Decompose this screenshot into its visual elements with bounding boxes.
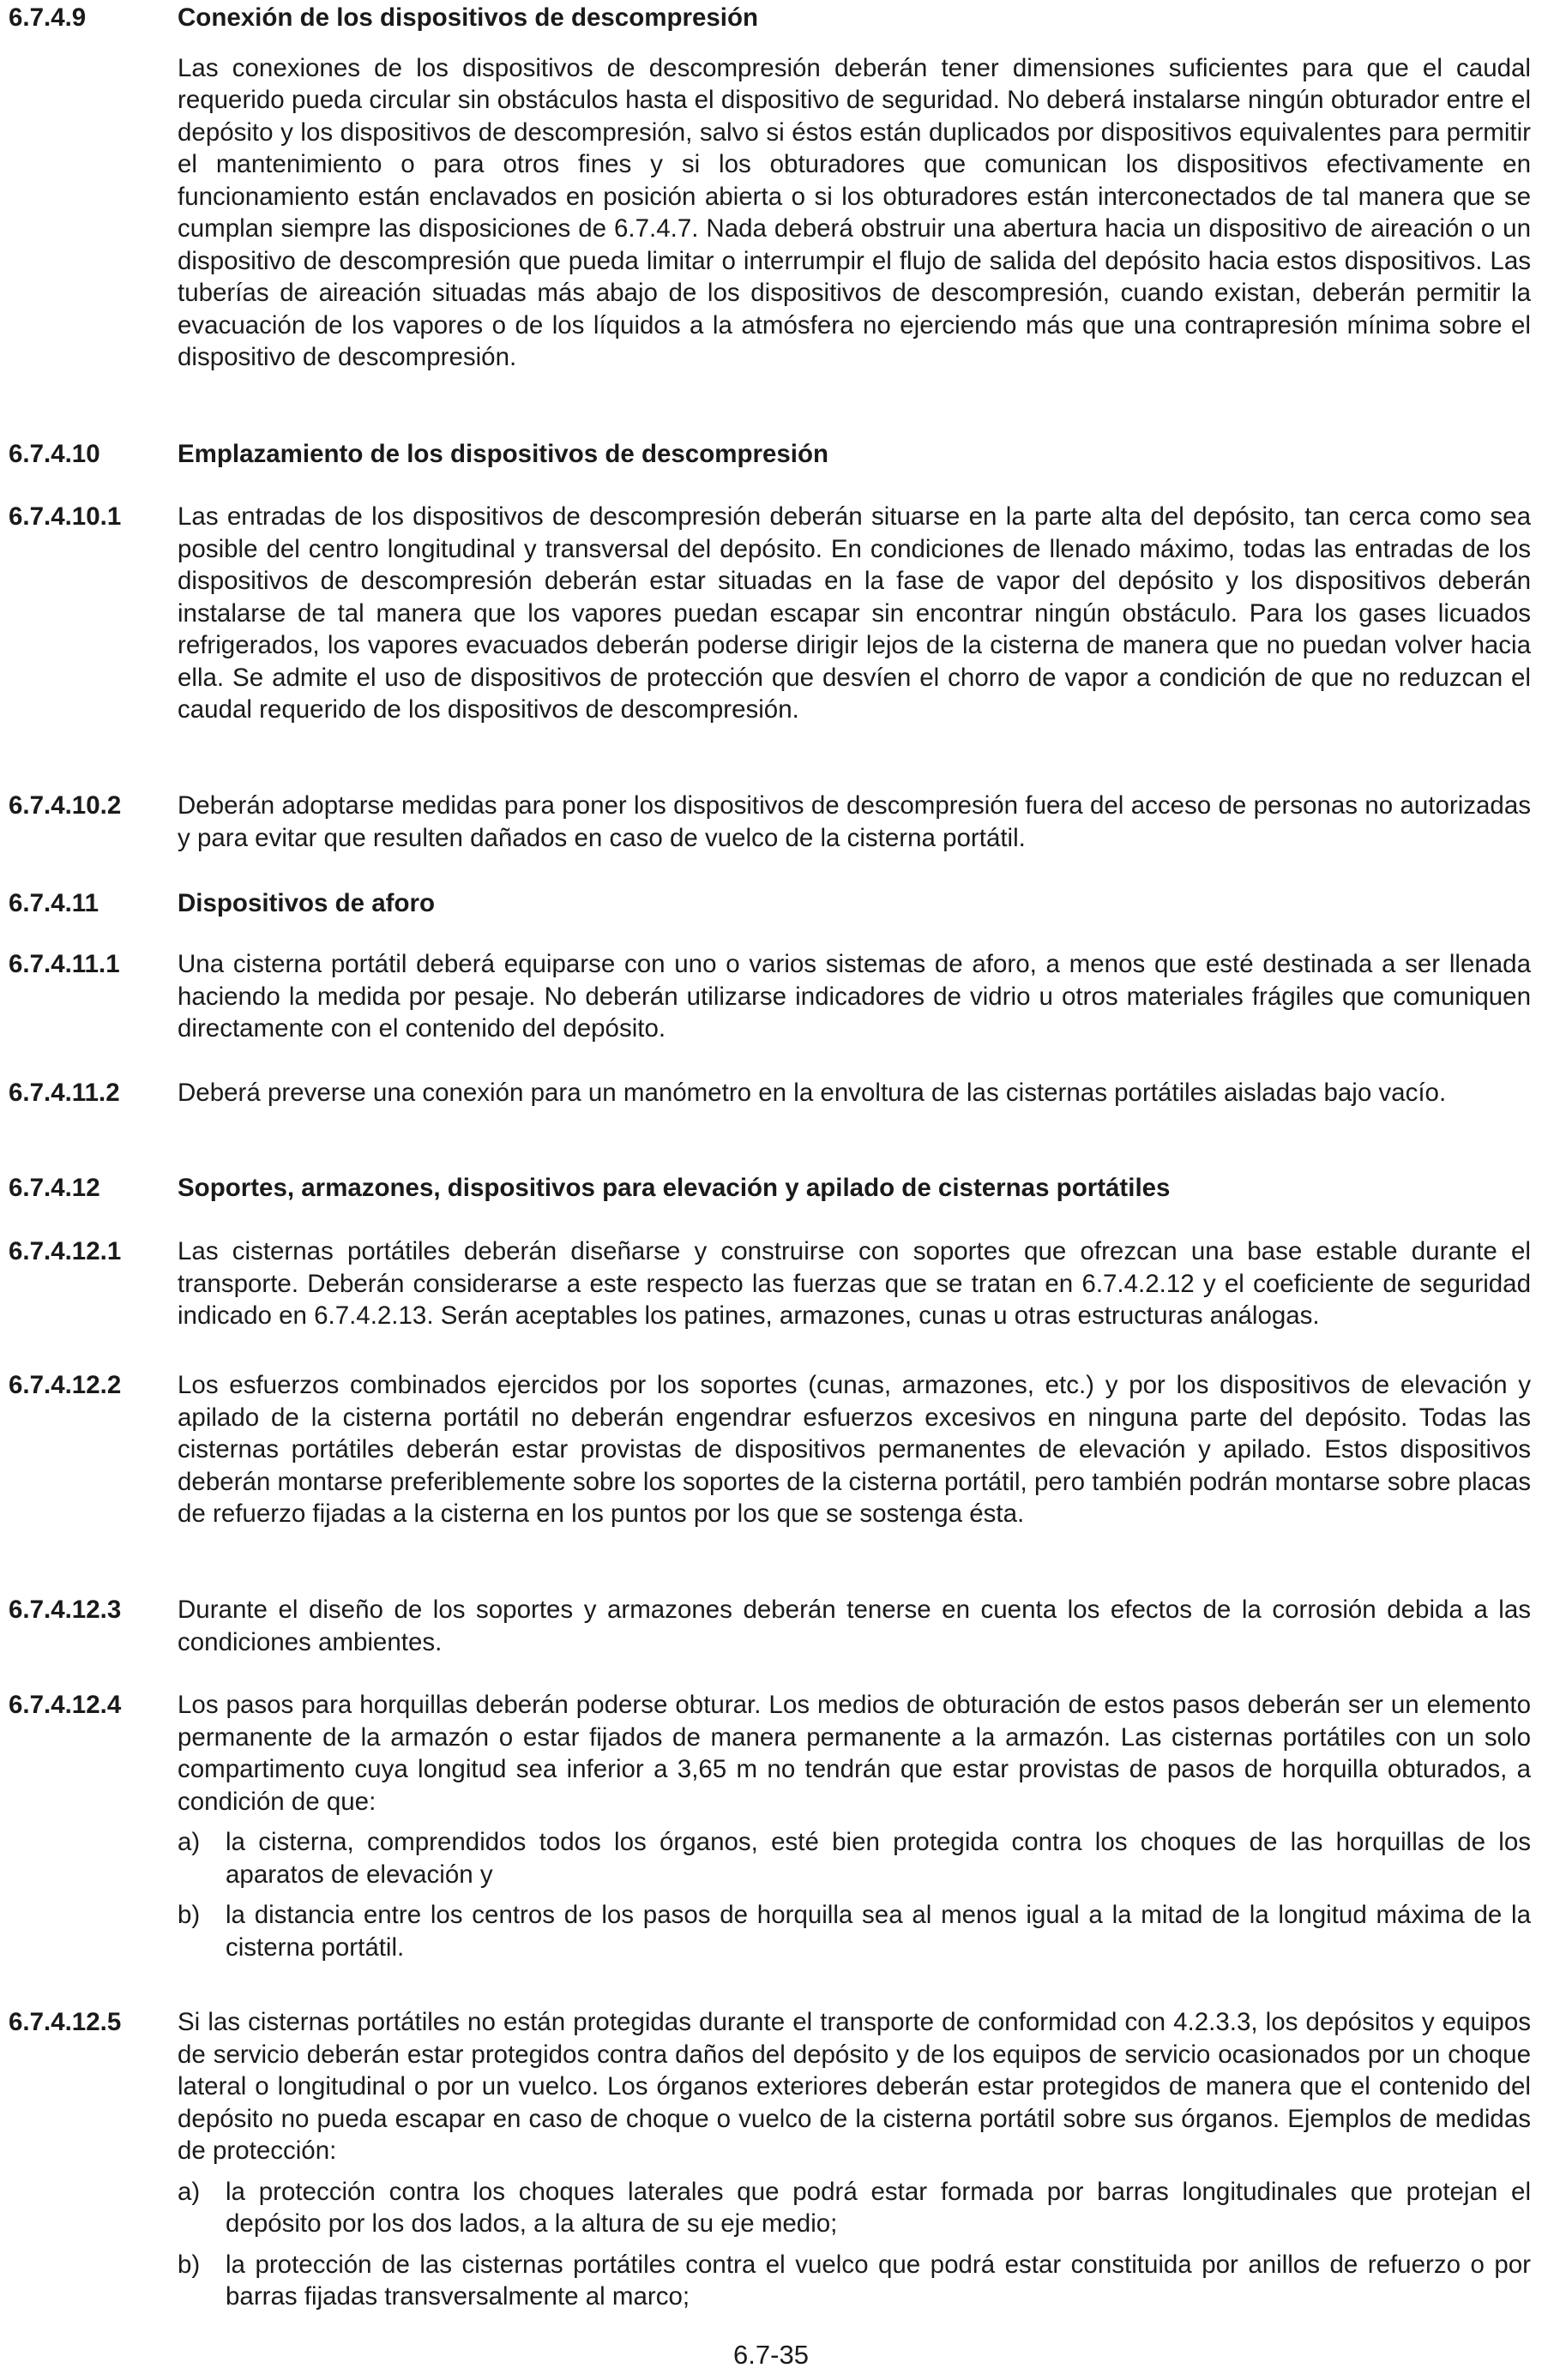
section-6-7-4-10 [9, 438, 1531, 471]
section-6-7-4-10-2 [9, 790, 1531, 854]
section-title: Dispositivos de aforo [178, 889, 435, 917]
section-paragraph: Los esfuerzos combinados ejercidos por los soportes (cunas, armazones, etc.) y por los dispositivos de elevación y apilado de la cisterna portátil no deberán engendrar esfuerzos excesivos en ninguna parte del depósito. Todas las cisternas portátiles deberán estar provistas de dispositivos permanentes de elevación y apilado. Estos dispositivos deberán montarse preferiblemente sobre los soportes de la cisterna portátil, pero también podrán montarse sobre placas de refuerzo fijadas a la cisterna en los puntos por los que se sostenga ésta. [178, 1371, 1531, 1528]
section-number: 6.7.4.12.4 [9, 1691, 122, 1719]
item-label: b) [178, 2250, 201, 2279]
section-paragraph: Deberán adoptarse medidas para poner los dispositivos de descompresión fuera del acceso de personas no autorizadas y para evitar que resulten dañados en caso de vuelco de la cisterna portátil. [178, 791, 1531, 852]
item-label: b) [178, 1901, 201, 1929]
section-number: 6.7.4.9 [9, 3, 87, 32]
section-6-7-4-12-5 [9, 2006, 1531, 2322]
item-label: a) [178, 1828, 201, 1856]
list-item [178, 2249, 1531, 2313]
list-item [178, 2176, 1531, 2240]
section-number: 6.7.4.10.1 [9, 502, 122, 531]
section-paragraph: Durante el diseño de los soportes y armazones deberán tenerse en cuenta los efectos de la corrosión debida a las condiciones ambientes. [178, 1596, 1531, 1656]
list-item [178, 1899, 1531, 1963]
item-text: la protección de las cisternas portátiles contra el vuelco que podrá estar constituida por anillos de refuerzo o por barras fijadas transversalmente al marco; [226, 2250, 1531, 2311]
section-paragraph: Las cisternas portátiles deberán diseñarse y construirse con soportes que ofrezcan una base estable durante el transporte. Deberán considerarse a este respecto las fuerzas que se tratan en 6.7.4.2.12 y el coeficiente de seguridad indicado en 6.7.4.2.13. Serán aceptables los patines, armazones, cunas u otras estructuras análogas. [178, 1237, 1531, 1330]
item-label: a) [178, 2177, 201, 2206]
section-title: Emplazamiento de los dispositivos de descompresión [178, 440, 828, 468]
section-6-7-4-12-4 [9, 1689, 1531, 1972]
section-6-7-4-12-1 [9, 1235, 1531, 1332]
section-paragraph: Los pasos para horquillas deberán poderse obturar. Los medios de obturación de estos pasos deberán ser un elemento permanente de la armazón o estar fijados de manera permanente a la armazón. Las cisternas portátiles con un solo compartimento cuya longitud sea inferior a 3,65 m no tendrán que estar provistas de pasos de horquilla obturados, a condición de que: [178, 1691, 1531, 1816]
section-6-7-4-12 [9, 1172, 1531, 1205]
section-6-7-4-11 [9, 887, 1531, 920]
section-number: 6.7.4.10.2 [9, 791, 122, 820]
item-list [178, 2176, 1531, 2313]
item-text: la distancia entre los centros de los pasos de horquilla sea al menos igual a la mitad de la longitud máxima de la cisterna portátil. [226, 1901, 1531, 1962]
section-number: 6.7.4.10 [9, 440, 100, 468]
section-paragraph: Una cisterna portátil deberá equiparse con uno o varios sistemas de aforo, a menos que esté destinada a ser llenada haciendo la medida por pesaje. No deberán utilizarse indicadores de vidrio u otros materiales frágiles que comuniquen directamente con el contenido del depósito. [178, 950, 1531, 1043]
item-list [178, 1826, 1531, 1963]
section-paragraph: Las conexiones de los dispositivos de descompresión deberán tener dimensiones suficientes para que el caudal requerido pueda circular sin obstáculos hasta el dispositivo de seguridad. No deberá instalarse ningún obturador entre el depósito y los dispositivos de descompresión, salvo si éstos están duplicados por dispositivos equivalentes para permitir el mantenimiento o para otros fines y si los obturadores que comunican los dispositivos efectivamente en funcionamiento están enclavados en posición abierta o si los obturadores están interconectados de tal manera que se cumplan siempre las disposiciones de 6.7.4.7. Nada deberá obstruir una abertura hacia un dispositivo de aireación o un dispositivo de descompresión que pueda limitar o interrumpir el flujo de salida del depósito hacia estos dispositivos. Las tuberías de aireación situadas más abajo de los dispositivos de descompresión, cuando existan, deberán permitir la evacuación de los vapores o de los líquidos a la atmósfera no ejerciendo más que una contrapresión mínima sobre el dispositivo de descompresión. [178, 53, 1531, 371]
section-paragraph: Si las cisternas portátiles no están protegidas durante el transporte de conformidad con 4.2.3.3, los depósitos y equipos de servicio deberán estar protegidos contra daños del depósito y de los equipos de servicio ocasionados por un choque lateral o longitudinal o por un vuelco. Los órganos exteriores deberán estar protegidos de manera que el contenido del depósito no pueda escapar en caso de choque o vuelco de la cisterna portátil sobre sus órganos. Ejemplos de medidas de protección: [178, 2008, 1531, 2165]
section-number: 6.7.4.12.1 [9, 1237, 122, 1265]
section-number: 6.7.4.12.5 [9, 2008, 122, 2036]
section-number: 6.7.4.12.3 [9, 1596, 122, 1624]
item-text: la protección contra los choques laterales que podrá estar formada por barras longitudinales que protejan el depósito por los dos lados, a la altura de su eje medio; [226, 2177, 1531, 2238]
section-6-7-4-11-2 [9, 1077, 1531, 1109]
section-title: Soportes, armazones, dispositivos para elevación y apilado de cisternas portátiles [178, 1174, 1171, 1202]
page-number: 6.7-35 [733, 2340, 809, 2370]
section-title: Conexión de los dispositivos de descompresión [178, 3, 759, 32]
section-6-7-4-12-3 [9, 1594, 1531, 1658]
section-number: 6.7.4.11 [9, 889, 99, 917]
section-number: 6.7.4.12 [9, 1174, 100, 1202]
section-number: 6.7.4.11.1 [9, 950, 120, 978]
section-number: 6.7.4.11.2 [9, 1079, 120, 1107]
section-6-7-4-10-1 [9, 501, 1531, 726]
section-paragraph: Deberá preverse una conexión para un manómetro en la envoltura de las cisternas portátiles aisladas bajo vacío. [178, 1079, 1447, 1107]
section-number: 6.7.4.12.2 [9, 1371, 122, 1399]
section-6-7-4-12-2 [9, 1369, 1531, 1530]
section-6-7-4-11-1 [9, 948, 1531, 1045]
item-text: la cisterna, comprendidos todos los órganos, esté bien protegida contra los choques de las horquillas de los aparatos de elevación y [226, 1828, 1531, 1889]
section-paragraph: Las entradas de los dispositivos de descompresión deberán situarse en la parte alta del depósito, tan cerca como sea posible del centro longitudinal y transversal del depósito. En condiciones de llenado máximo, todas las entradas de los dispositivos de descompresión deberán estar situadas en la fase de vapor del depósito y los dispositivos deberán instalarse de tal manera que los vapores puedan escapar sin encontrar ningún obstáculo. Para los gases licuados refrigerados, los vapores evacuados deberán poderse dirigir lejos de la cisterna de manera que no puedan volver hacia ella. Se admite el uso de dispositivos de protección que desvíen el chorro de vapor a condición de que no reduzcan el caudal requerido de los dispositivos de descompresión. [178, 502, 1531, 724]
list-item [178, 1826, 1531, 1890]
section-6-7-4-9 [9, 2, 1531, 374]
